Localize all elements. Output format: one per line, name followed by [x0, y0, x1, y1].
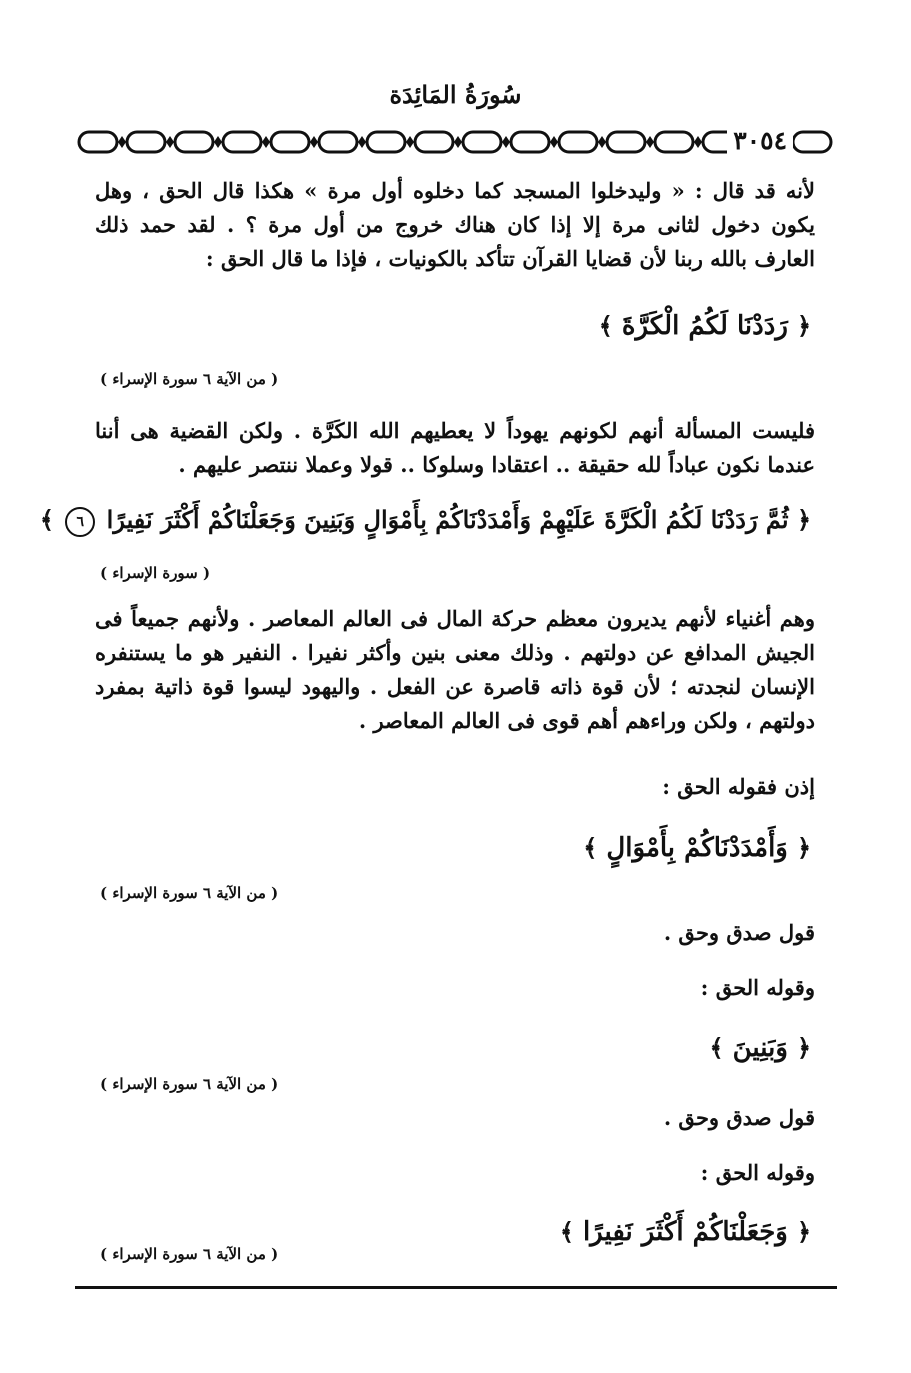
ornamental-header-band	[75, 122, 835, 162]
page-number: ٣٠٥٤	[727, 126, 793, 156]
verse-text: وَبَنِينَ	[732, 1033, 788, 1063]
line-1: إذن فقوله الحق :	[662, 774, 815, 799]
verse-text: وَأَمْدَدْنَاكُمْ بِأَمْوَالٍ	[606, 833, 788, 863]
citation-4: ( من الآية ٦ سورة الإسراء )	[100, 1075, 279, 1093]
footer-rule	[75, 1286, 837, 1289]
quran-verse-2	[40, 500, 811, 540]
verse-close-bracket: ﴾	[709, 1033, 724, 1062]
citation-2: ( سورة الإسراء )	[100, 564, 211, 582]
verse-open-bracket: ﴿	[796, 505, 811, 534]
verse-close-bracket: ﴾	[598, 311, 613, 340]
verse-open-bracket: ﴿	[796, 1033, 811, 1062]
verse-close-bracket: ﴾	[39, 505, 54, 534]
chain-ornament-icon	[75, 122, 835, 162]
paragraph-2: فليست المسألة أنهم لكونهم يهوداً لا يعطيهم الله الكَرَّة . ولكن القضية هى أننا عندما نكون عباداً لله حقيقة .. اعتقادا وسلوكا .. قولا وعملا ننتصر عليهم .	[95, 418, 815, 477]
line-3: وقوله الحق :	[700, 975, 815, 1000]
verse-close-bracket: ﴾	[583, 833, 598, 862]
quran-verse-4	[709, 1028, 811, 1068]
citation-5: ( من الآية ٦ سورة الإسراء )	[100, 1245, 279, 1263]
paragraph-1: لأنه قد قال : « وليدخلوا المسجد كما دخلوه أول مرة » هكذا قال الحق ، وهل يكون دخول لثانى مرة إلا إذا كان هناك خروج من أول مرة ؟ . لقد حمد ذلك العارف بالله ربنا لأن قضايا القرآن تتأكد بالكونيات ، فإذا ما قال الحق :	[95, 178, 815, 271]
line-2: قول صدق وحق .	[663, 920, 815, 945]
quran-verse-1	[599, 306, 811, 346]
paragraph-3: وهم أغنياء لأنهم يديرون معظم حركة المال فى العالم المعاصر . ولأنهم جميعاً فى الجيش المدافع عن دولتهم . وذلك معنى بنين وأكثر نفيرا . النفير هو ما يستنفره الإنسان لنجدته ؛ لأن قوة ذاته قاصرة عن الفعل . واليهود ليسوا قوة ذاتية بمفرد دولتهم ، ولكن وراءهم أهم قوى فى العالم المعاصر .	[95, 606, 815, 733]
verse-text: وَجَعَلْنَاكُمْ أَكْثَرَ نَفِيرًا	[582, 1217, 788, 1247]
verse-text: ثُمَّ رَدَدْنَا لَكُمُ الْكَرَّةَ عَلَيْهِمْ وَأَمْدَدْنَاكُمْ بِأَمْوَالٍ وَبَنِينَ وَجَعَلْنَاكُمْ أَكْثَرَ نَفِيرًا	[106, 505, 789, 534]
quran-verse-3	[583, 828, 811, 868]
verse-open-bracket: ﴿	[796, 311, 811, 340]
verse-close-bracket: ﴾	[559, 1217, 574, 1246]
verse-open-bracket: ﴿	[796, 1217, 811, 1246]
line-4: قول صدق وحق .	[663, 1105, 815, 1130]
line-5: وقوله الحق :	[700, 1160, 815, 1185]
quran-verse-5	[560, 1212, 811, 1252]
surah-title: سُورَةُ المَائِدَة	[389, 80, 522, 109]
verse-text: رَدَدْنَا لَكُمُ الْكَرَّةَ	[621, 311, 788, 341]
citation-1: ( من الآية ٦ سورة الإسراء )	[100, 370, 279, 388]
ayah-number-mark: ٦	[65, 507, 95, 537]
verse-open-bracket: ﴿	[796, 833, 811, 862]
citation-3: ( من الآية ٦ سورة الإسراء )	[100, 884, 279, 902]
